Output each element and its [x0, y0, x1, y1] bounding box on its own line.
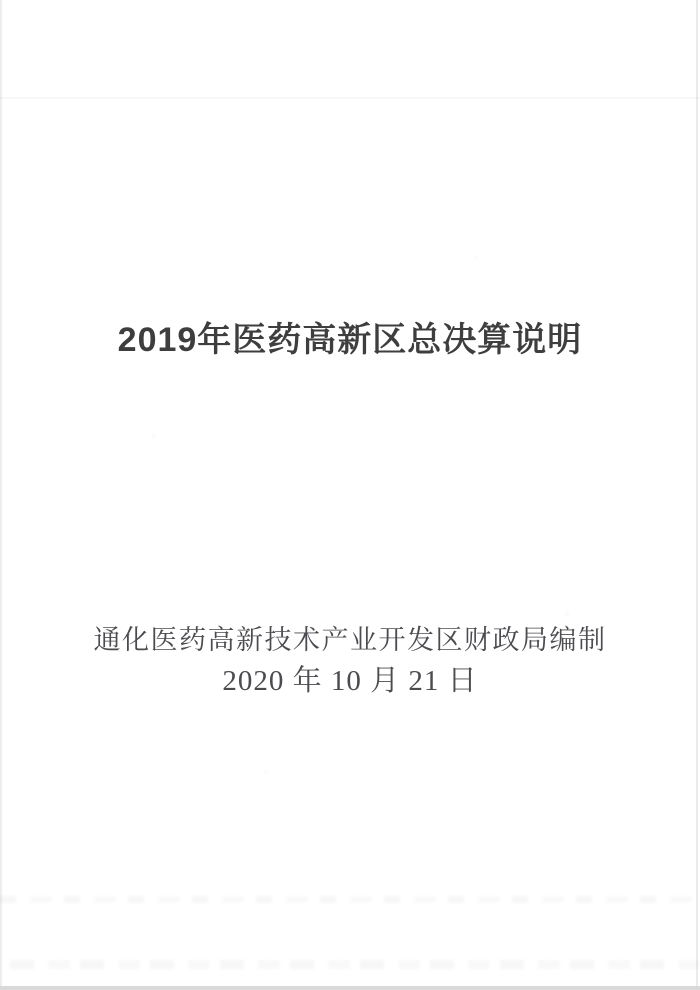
scan-edge-bottom — [0, 986, 700, 990]
scan-smudge-top — [0, 97, 700, 99]
scan-smudge-middle — [0, 896, 700, 903]
compiler-line: 通化医药高新技术产业开发区财政局编制 — [93, 625, 607, 655]
document-title: 2019年医药高新区总决算说明 — [117, 321, 583, 359]
scan-edge-left — [0, 0, 3, 990]
scan-smudge-lower — [0, 960, 700, 969]
scan-edge-right — [696, 0, 698, 990]
date-line: 2020 年 10 月 21 日 — [222, 665, 478, 697]
